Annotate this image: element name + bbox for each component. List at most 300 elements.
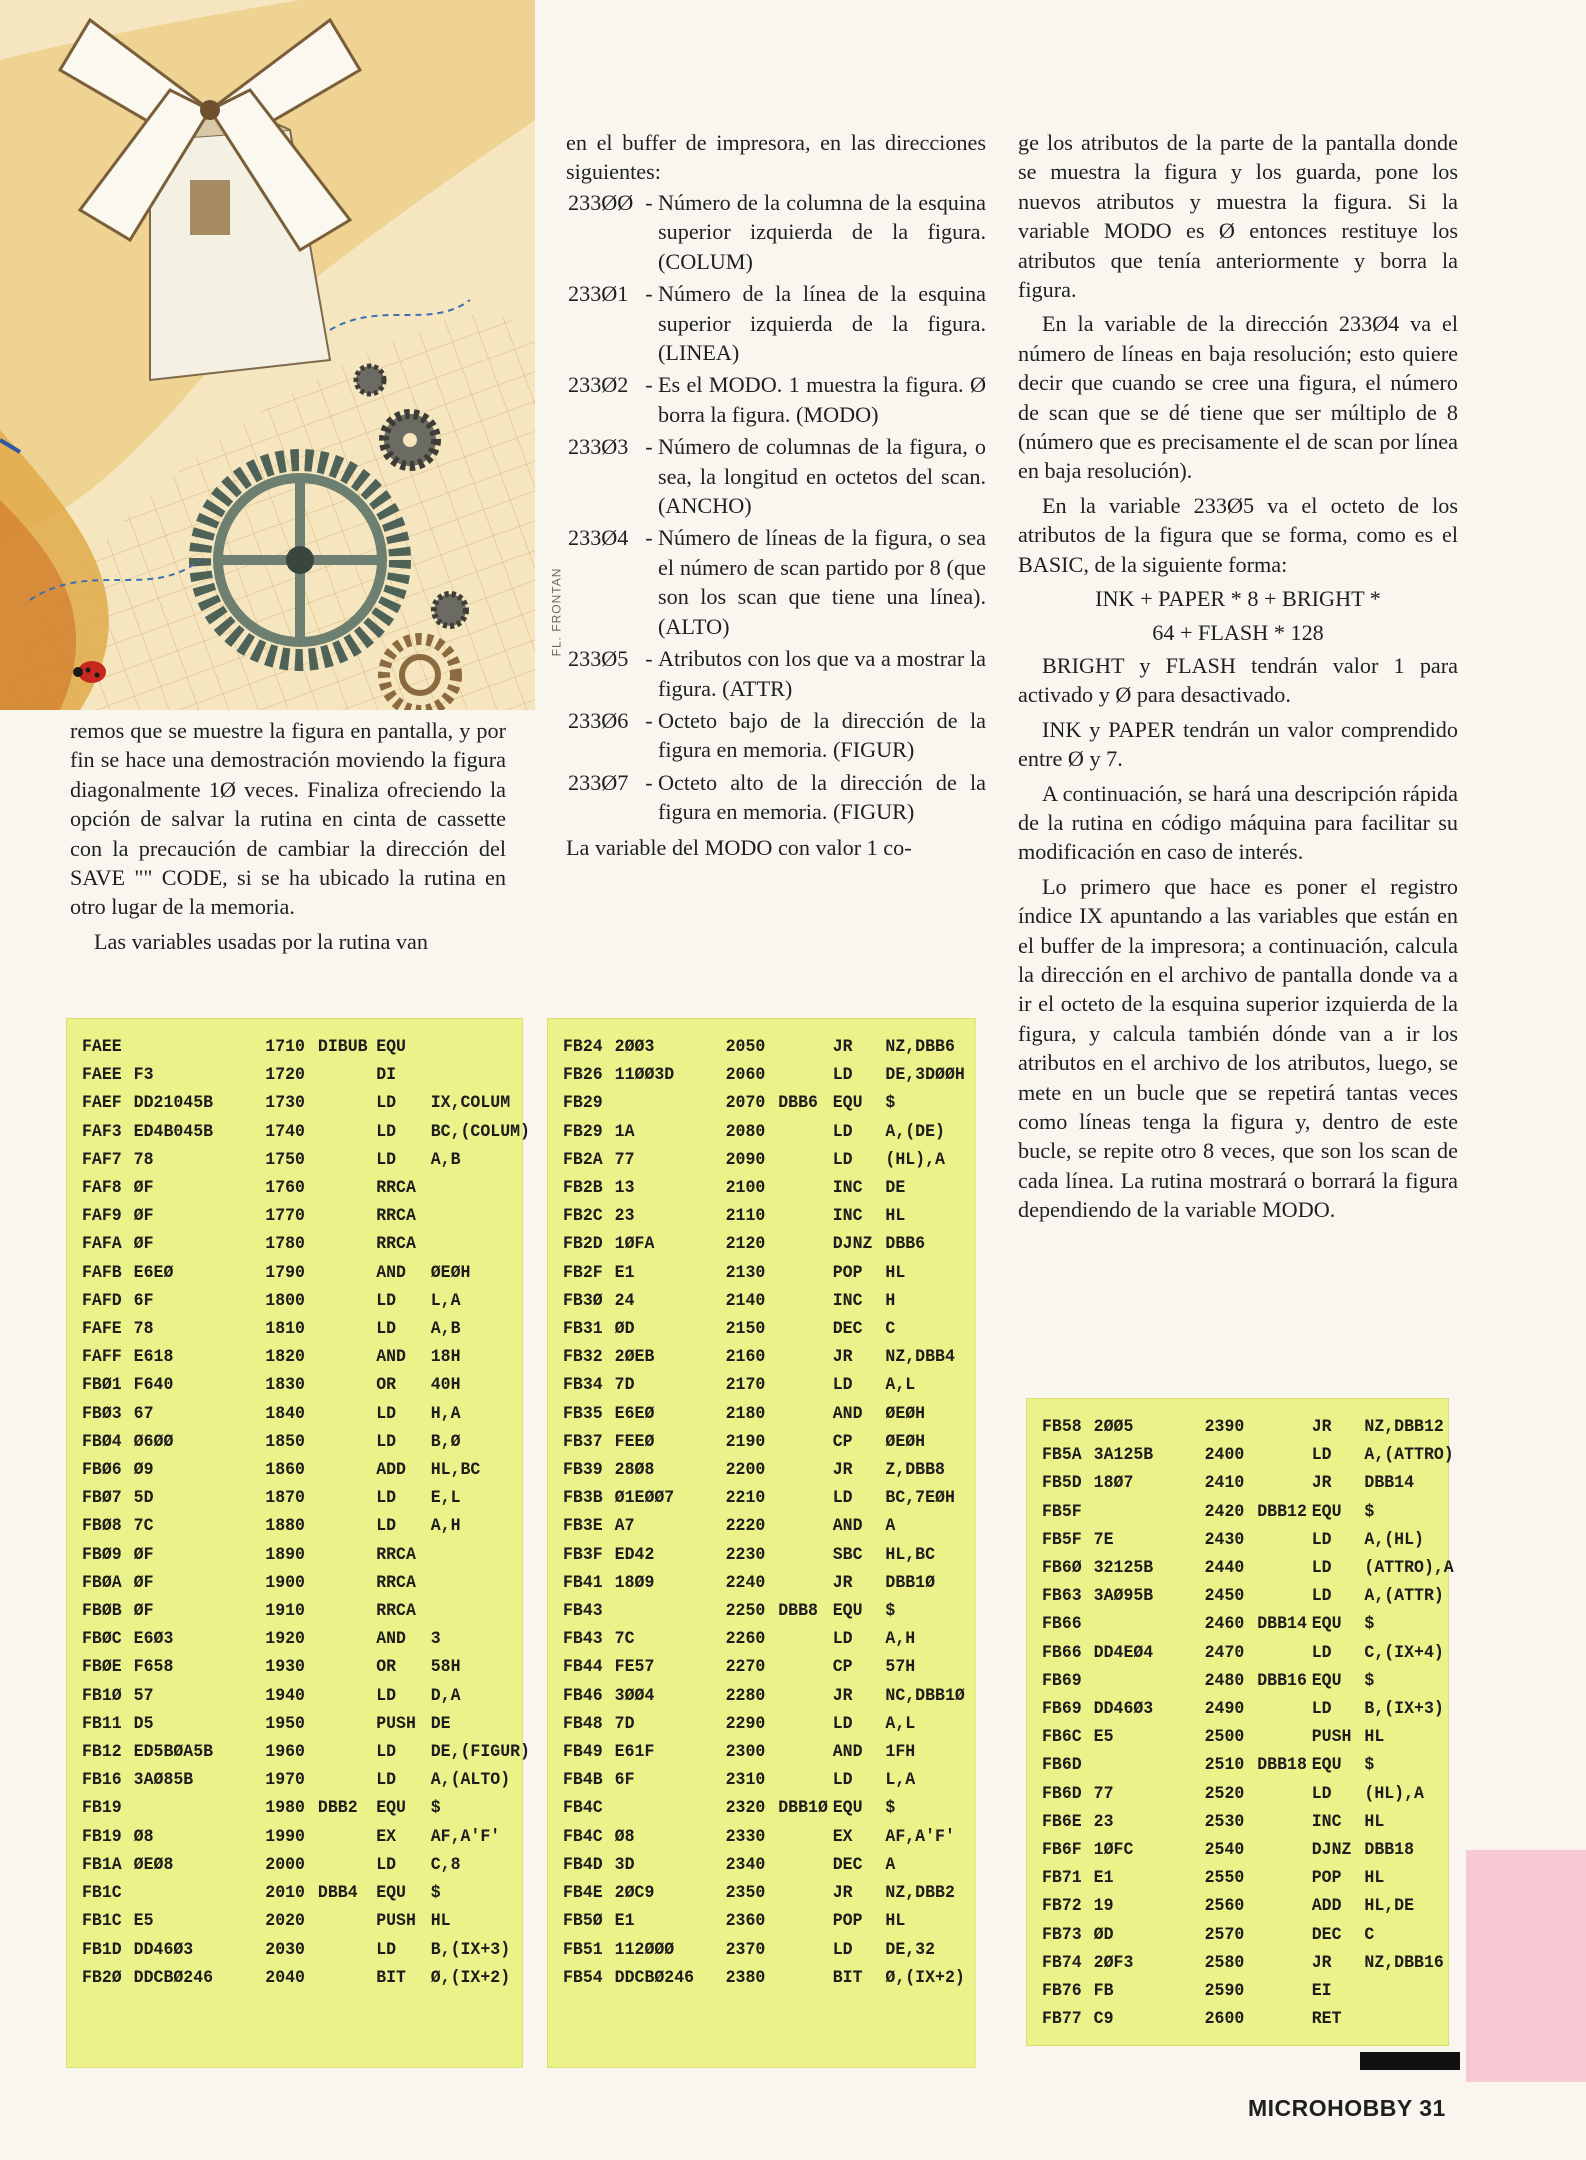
code-bytes: 32125B — [1093, 1558, 1154, 1579]
code-opcode: INC — [832, 1290, 863, 1311]
code-bytes: 1ØFA — [614, 1234, 655, 1255]
code-bytes: 3AØ95B — [1093, 1586, 1154, 1607]
code-opcode: LD — [376, 1770, 397, 1791]
code-opcode: INC — [1311, 1811, 1342, 1832]
code-line-number: 2320 — [725, 1798, 766, 1819]
code-address: FBØC — [81, 1629, 122, 1650]
code-opcode: OR — [376, 1657, 397, 1678]
paragraph: Lo primero que hace es poner el registro índice IX apuntando a las variables que están en el buffer de la impresora; a continuación, calcula la dirección en el archivo de pantalla donde va a ir el octeto de la esquina superior izquierda de la figura, y calcula también dónde van a ir los atributos en el archivo de los atributos, luego, se mete en un bucle que se repetirá tantas veces como líneas tenga la figura y, dentro de este bucle, se repite otro 8 veces, que son los scan de cada línea. La rutina mostrará o borrará la figura dependiendo de la variable MODO. — [1018, 873, 1458, 1223]
code-line-number: 1810 — [265, 1319, 305, 1340]
code-line-number: 1820 — [265, 1347, 305, 1368]
code-label: DBB6 — [778, 1093, 818, 1114]
code-address: FB3F — [562, 1544, 603, 1565]
code-label — [778, 1823, 833, 1851]
code-bytes: FEEØ — [614, 1431, 655, 1452]
code-opcode: RRCA — [376, 1544, 416, 1565]
code-line-number: 1800 — [265, 1290, 305, 1311]
code-operand: H,A — [430, 1403, 461, 1424]
code-address: FAF7 — [81, 1149, 122, 1170]
code-address: FAFF — [81, 1347, 122, 1368]
code-address: FAFB — [81, 1262, 122, 1283]
code-address: FB5Ø — [562, 1911, 603, 1932]
code-label — [318, 1653, 376, 1681]
code-line — [1042, 1808, 1448, 1836]
code-label — [1257, 1413, 1312, 1441]
code-bytes: Ø8 — [614, 1826, 635, 1847]
code-line — [563, 1907, 975, 1935]
code-opcode: POP — [1311, 1868, 1342, 1889]
code-label — [778, 1315, 833, 1343]
code-opcode: JR — [832, 1883, 853, 1904]
code-line — [82, 1964, 522, 1992]
code-label — [318, 1710, 376, 1738]
code-opcode: AND — [832, 1516, 863, 1537]
code-line-number: 2280 — [725, 1685, 766, 1706]
code-line — [563, 1033, 975, 1061]
code-operand: A,(HL) — [1364, 1529, 1424, 1550]
code-label — [318, 1597, 376, 1625]
code-bytes: E5 — [1093, 1727, 1114, 1748]
code-opcode: INC — [832, 1206, 863, 1227]
code-line — [82, 1682, 522, 1710]
code-address: FAFD — [81, 1290, 122, 1311]
code-address: FB2B — [562, 1178, 603, 1199]
code-bytes: ØF — [133, 1178, 154, 1199]
code-address: FB6C — [1041, 1727, 1082, 1748]
code-label — [1257, 1695, 1312, 1723]
code-opcode: EQU — [832, 1798, 863, 1819]
code-opcode: LD — [376, 1431, 397, 1452]
code-opcode: RET — [1311, 2009, 1342, 2030]
code-address: FB6D — [1041, 1783, 1082, 1804]
code-operand: L,A — [430, 1290, 461, 1311]
code-address: FB5F — [1041, 1501, 1082, 1522]
code-bytes: ØD — [1093, 1924, 1114, 1945]
code-address: FB73 — [1041, 1924, 1082, 1945]
code-bytes: 23 — [614, 1206, 635, 1227]
code-line — [82, 1230, 522, 1258]
code-operand: Ø,(IX+2) — [430, 1967, 511, 1988]
code-address: FB19 — [81, 1798, 122, 1819]
code-bytes: 67 — [133, 1403, 154, 1424]
illustration-credit: FL. FRONTAN — [549, 567, 564, 657]
code-opcode: LD — [376, 1093, 397, 1114]
code-label — [318, 1174, 376, 1202]
code-operand: E,L — [430, 1488, 461, 1509]
code-operand: (HL),A — [885, 1149, 945, 1170]
code-line — [1042, 1639, 1448, 1667]
code-line-number: 2560 — [1204, 1896, 1245, 1917]
code-operand: $ — [430, 1798, 441, 1819]
variable-address: 233Ø3 — [568, 434, 629, 460]
code-label — [778, 1851, 833, 1879]
code-operand: HL — [1364, 1727, 1385, 1748]
code-line-number: 1740 — [265, 1121, 305, 1142]
code-bytes: 7E — [1093, 1529, 1114, 1550]
code-line — [1042, 1610, 1448, 1638]
code-line — [1042, 1892, 1448, 1920]
code-address: FB76 — [1041, 1981, 1082, 2002]
paragraph: remos que se muestre la figura en pantalla, y por fin se hace una demostración moviendo la figura diagonalmente 1Ø veces. Finaliza ofreciendo la opción de salvar la rutina en cinta de cassette con la precaución de cambiar la dirección del SAVE "" CODE, si se ha ubicado la rutina en otro lugar de la memoria. — [70, 718, 506, 920]
code-line — [563, 1653, 975, 1681]
code-address: FBØ1 — [81, 1375, 122, 1396]
code-operand: A,L — [885, 1713, 916, 1734]
code-address: FB4C — [562, 1826, 603, 1847]
code-label — [318, 1118, 376, 1146]
code-line-number: 2070 — [725, 1093, 766, 1114]
code-line-number: 2500 — [1204, 1727, 1245, 1748]
code-opcode: LD — [832, 1121, 853, 1142]
code-line — [563, 1202, 975, 1230]
code-label — [778, 1202, 833, 1230]
variable-item: 233Ø1 - Número de la línea de la esquina superior izquierda de la figura. (LINEA) — [566, 279, 986, 367]
code-operand: ØEØH — [885, 1431, 926, 1452]
code-line — [563, 1569, 975, 1597]
code-bytes: E1 — [614, 1911, 635, 1932]
code-opcode: JR — [832, 1572, 853, 1593]
code-address: FBØ7 — [81, 1488, 122, 1509]
code-bytes: ØEØ8 — [133, 1854, 174, 1875]
code-line — [1042, 1498, 1448, 1526]
code-label — [778, 1118, 833, 1146]
code-operand: BC,(COLUM) — [430, 1121, 530, 1142]
variable-address: 233Ø1 — [568, 281, 629, 307]
code-operand: HL — [885, 1262, 906, 1283]
code-line-number: 1760 — [265, 1178, 305, 1199]
code-opcode: AND — [376, 1629, 406, 1650]
code-operand: $ — [885, 1798, 896, 1819]
code-bytes: 6F — [133, 1290, 154, 1311]
variable-address: 233Ø7 — [568, 769, 629, 795]
code-line-number: 2240 — [725, 1572, 766, 1593]
code-line — [82, 1259, 522, 1287]
code-line — [1042, 1413, 1448, 1441]
code-label — [778, 1484, 833, 1512]
code-address: FB71 — [1041, 1868, 1082, 1889]
code-opcode: DEC — [1311, 1924, 1342, 1945]
code-address: FB4E — [562, 1883, 603, 1904]
variable-item: 233Ø4 - Número de líneas de la figura, o sea el número de scan partido por 8 (que son los scan que tiene una línea). (ALTO) — [566, 523, 986, 641]
code-bytes: 11ØØ3D — [614, 1065, 675, 1086]
code-line-number: 2440 — [1204, 1558, 1245, 1579]
code-bytes: ØF — [133, 1206, 154, 1227]
code-address: FBØ6 — [81, 1460, 122, 1481]
code-operand: A,(ALTO) — [430, 1770, 511, 1791]
code-line-number: 1880 — [265, 1516, 305, 1537]
code-opcode: LD — [376, 1403, 397, 1424]
code-opcode: JR — [832, 1685, 853, 1706]
variables-intro: en el buffer de impresora, en las direcciones siguientes: — [566, 130, 986, 185]
code-label — [778, 1146, 833, 1174]
code-opcode: RRCA — [376, 1206, 416, 1227]
code-label — [1257, 1554, 1312, 1582]
code-line — [82, 1569, 522, 1597]
code-line — [1042, 1751, 1448, 1779]
code-operand: HL,DE — [1364, 1896, 1415, 1917]
code-address: FB3Ø — [562, 1290, 603, 1311]
code-bytes: ØF — [133, 1234, 154, 1255]
code-label — [778, 1174, 833, 1202]
code-bytes — [615, 1597, 726, 1625]
code-operand: Ø,(IX+2) — [885, 1967, 965, 1988]
code-line — [563, 1851, 975, 1879]
code-opcode: LD — [376, 1939, 397, 1960]
code-opcode: EQU — [1311, 1501, 1342, 1522]
code-operand: NZ,DBB12 — [1364, 1417, 1444, 1437]
code-address: FBØB — [81, 1601, 122, 1622]
code-address: FB74 — [1041, 1952, 1082, 1973]
code-label — [1257, 1526, 1312, 1554]
code-bytes: ØF — [133, 1572, 154, 1593]
code-bytes: 7C — [614, 1629, 635, 1650]
code-label: DBB18 — [1257, 1755, 1307, 1776]
code-line-number: 2270 — [725, 1657, 766, 1678]
code-line-number: 2310 — [725, 1770, 766, 1791]
code-line — [1042, 1695, 1448, 1723]
code-operand: HL — [430, 1911, 451, 1932]
code-label — [318, 1907, 376, 1935]
code-line — [563, 1484, 975, 1512]
code-operand: HL — [1364, 1868, 1385, 1889]
code-label — [778, 1033, 833, 1061]
code-address: FB16 — [81, 1770, 122, 1791]
code-line-number: 2530 — [1204, 1811, 1245, 1832]
code-operand: NZ,DBB16 — [1364, 1952, 1444, 1973]
code-line — [82, 1484, 522, 1512]
code-operand: HL,BC — [885, 1544, 936, 1565]
code-opcode: EX — [832, 1826, 853, 1847]
code-bytes: 3D — [614, 1854, 635, 1875]
code-line — [563, 1766, 975, 1794]
code-label — [318, 1371, 376, 1399]
code-label — [778, 1371, 833, 1399]
code-operand: BC,7EØH — [885, 1488, 955, 1509]
code-line-number: 1910 — [265, 1601, 305, 1622]
variables-outro: La variable del MODO con valor 1 co- — [566, 834, 912, 860]
code-bytes: Ø6ØØ — [133, 1431, 174, 1452]
code-listing-3 — [1026, 1398, 1454, 2046]
code-address: FB77 — [1041, 2009, 1082, 2030]
variable-item: 233ØØ - Número de la columna de la esquina superior izquierda de la figura. (COLUM) — [566, 188, 986, 276]
code-line-number: 1870 — [265, 1488, 305, 1509]
paragraph: En la variable de la dirección 233Ø4 va el número de líneas en baja resolución; esto quiere decir que cuando se cree una figura, el número de scan que se dé tiene que ser múltiplo de 8 (número que es precisamente el de scan por línea en baja resolución). — [1018, 311, 1458, 484]
code-opcode: JR — [832, 1037, 853, 1057]
code-line — [563, 1936, 975, 1964]
code-label — [318, 1936, 376, 1964]
code-line-number: 2120 — [725, 1234, 766, 1255]
code-operand: DE,32 — [885, 1939, 936, 1960]
code-line — [82, 1033, 522, 1061]
code-address: FB6E — [1041, 1811, 1082, 1832]
code-line-number: 2030 — [265, 1939, 305, 1960]
code-bytes: ED4B045B — [133, 1121, 214, 1142]
code-line — [82, 1202, 522, 1230]
formula-line: INK + PAPER * 8 + BRIGHT * — [1095, 586, 1381, 612]
code-bytes: 2ØC9 — [614, 1883, 655, 1904]
code-bytes: ØF — [133, 1544, 154, 1565]
code-label — [778, 1541, 833, 1569]
code-line-number: 2060 — [725, 1065, 766, 1086]
code-bytes: DD4EØ4 — [1093, 1642, 1154, 1663]
code-label — [1257, 1441, 1312, 1469]
code-bytes: 77 — [614, 1149, 635, 1170]
code-address: FB12 — [81, 1742, 122, 1763]
code-operand: B,Ø — [430, 1431, 461, 1452]
code-line-number: 2210 — [725, 1488, 766, 1509]
code-line-number: 1830 — [265, 1375, 305, 1396]
code-address: FB43 — [562, 1601, 603, 1622]
code-operand: $ — [885, 1093, 896, 1114]
code-address: FB4D — [562, 1854, 603, 1875]
code-opcode: LD — [1311, 1445, 1332, 1466]
code-address: FBØ8 — [81, 1516, 122, 1537]
code-line — [1042, 1977, 1448, 2005]
code-label — [778, 1512, 833, 1540]
code-address: FB46 — [562, 1685, 603, 1706]
code-line — [82, 1089, 522, 1117]
code-bytes: 2ØF3 — [1093, 1952, 1134, 1973]
code-address: FB63 — [1041, 1586, 1082, 1607]
code-bytes: E1 — [1093, 1868, 1114, 1889]
code-opcode: LD — [1311, 1558, 1332, 1579]
paragraph: A continuación, se hará una descripción rápida de la rutina en código máquina para facilitar su modificación en caso de interés. — [1018, 780, 1458, 865]
code-label — [778, 1710, 833, 1738]
code-address: FB3E — [562, 1516, 603, 1537]
code-opcode: LD — [376, 1319, 397, 1340]
code-bytes: 3ØØ4 — [614, 1685, 655, 1706]
code-line-number: 2000 — [265, 1854, 305, 1875]
code-label — [1257, 1921, 1312, 1949]
code-opcode: EQU — [376, 1883, 406, 1904]
code-address: FB1Ø — [81, 1685, 122, 1706]
code-operand: AF,A'F' — [430, 1826, 501, 1847]
code-listing-1 — [66, 1018, 530, 2068]
code-label — [1257, 1949, 1312, 1977]
code-opcode: EQU — [832, 1601, 863, 1622]
code-opcode: LD — [832, 1629, 853, 1650]
code-line — [82, 1174, 522, 1202]
code-line-number: 2150 — [725, 1319, 766, 1340]
code-operand: $ — [1364, 1670, 1375, 1691]
variable-description: Número de líneas de la figura, o sea el número de scan partido por 8 (que son los scan que tiene una línea). (ALTO) — [658, 525, 986, 639]
variable-item: 233Ø5 - Atributos con los que va a mostrar la figura. (ATTR) — [566, 644, 986, 703]
code-label — [778, 1766, 833, 1794]
code-address: FB1D — [81, 1939, 122, 1960]
code-opcode: LD — [1311, 1529, 1332, 1550]
code-bytes: DD46Ø3 — [133, 1939, 194, 1960]
code-line — [563, 1823, 975, 1851]
code-bytes: FB — [1093, 1981, 1114, 2002]
code-opcode: LD — [832, 1713, 853, 1734]
code-line — [82, 1343, 522, 1371]
code-label: DBB16 — [1257, 1670, 1307, 1691]
code-line — [82, 1653, 522, 1681]
code-line — [563, 1428, 975, 1456]
code-address: FBØA — [81, 1572, 122, 1593]
code-bytes: F640 — [133, 1375, 174, 1396]
code-operand: $ — [430, 1883, 441, 1904]
code-operand: C,(IX+4) — [1364, 1642, 1444, 1663]
code-operand: NZ,DBB6 — [885, 1037, 955, 1057]
code-address: FB11 — [81, 1713, 122, 1734]
code-address: FB1A — [81, 1854, 122, 1875]
code-line — [82, 1879, 522, 1907]
paragraph: INK y PAPER tendrán un valor comprendido entre Ø y 7. — [1018, 716, 1458, 772]
code-label — [778, 1287, 833, 1315]
code-address: FB5A — [1041, 1445, 1082, 1466]
variable-description: Es el MODO. 1 muestra la figura. Ø borra la figura. (MODO) — [658, 372, 986, 427]
code-line — [82, 1936, 522, 1964]
code-opcode: LD — [376, 1149, 397, 1170]
variable-description: Atributos con los que va a mostrar la figura. (ATTR) — [658, 646, 986, 701]
code-operand: A — [885, 1854, 896, 1875]
code-label — [318, 1259, 376, 1287]
code-bytes: 24 — [614, 1290, 635, 1311]
code-label — [318, 1625, 376, 1653]
variable-address: 233Ø5 — [568, 646, 629, 672]
code-bytes — [1094, 1667, 1205, 1695]
code-line — [82, 1794, 522, 1822]
variable-item: 233Ø7 - Octeto alto de la dirección de la figura en memoria. (FIGUR) — [566, 768, 986, 827]
code-opcode: RRCA — [376, 1178, 416, 1199]
code-address: FB2D — [562, 1234, 603, 1255]
code-address: FB2F — [562, 1262, 603, 1283]
code-line-number: 1850 — [265, 1431, 305, 1452]
code-line-number: 2570 — [1204, 1924, 1245, 1945]
code-line-number: 2550 — [1204, 1868, 1245, 1889]
code-bytes: E6EØ — [614, 1403, 655, 1424]
code-line — [563, 1879, 975, 1907]
code-line — [81, 1738, 530, 1766]
code-line-number: 2090 — [725, 1149, 766, 1170]
code-label — [1257, 1469, 1312, 1497]
code-line-number: 2230 — [725, 1544, 766, 1565]
code-address: FAF9 — [81, 1206, 122, 1227]
code-line-number: 1710 — [265, 1037, 305, 1057]
code-line-number: 2580 — [1204, 1952, 1245, 1973]
code-label — [1257, 2005, 1312, 2033]
code-line — [82, 1146, 522, 1174]
code-opcode: EI — [1311, 1981, 1332, 2002]
code-address: FB72 — [1041, 1896, 1082, 1917]
code-label — [778, 1879, 833, 1907]
code-operand: (ATTRO),A — [1364, 1558, 1454, 1579]
code-label — [318, 1851, 376, 1879]
code-label — [318, 1512, 376, 1540]
code-operand: HL — [885, 1911, 906, 1932]
paragraph: En la variable 233Ø5 va el octeto de los atributos de la figura que se forma, como es el BASIC, de la siguiente forma: — [1018, 492, 1458, 577]
code-line-number: 2520 — [1204, 1783, 1245, 1804]
code-bytes: 78 — [133, 1149, 154, 1170]
code-address: FB35 — [562, 1403, 603, 1424]
code-bytes: FE57 — [614, 1657, 655, 1678]
code-line-number: 2380 — [725, 1967, 766, 1988]
code-opcode: LD — [832, 1939, 853, 1960]
code-address: FB2Ø — [81, 1967, 122, 1988]
code-address: FB69 — [1041, 1670, 1082, 1691]
code-bytes — [134, 1033, 266, 1061]
code-operand: DBB18 — [1364, 1840, 1415, 1861]
code-bytes: ØF — [133, 1601, 154, 1622]
pink-margin-tab — [1466, 1850, 1586, 2082]
code-operand: DBB1Ø — [885, 1572, 936, 1593]
code-line-number: 2260 — [725, 1629, 766, 1650]
code-label — [778, 1964, 833, 1992]
code-line-number: 2450 — [1204, 1586, 1245, 1607]
code-address: FB5D — [1041, 1473, 1082, 1494]
code-address: FB6Ø — [1041, 1558, 1082, 1579]
code-bytes: 7C — [133, 1516, 154, 1537]
